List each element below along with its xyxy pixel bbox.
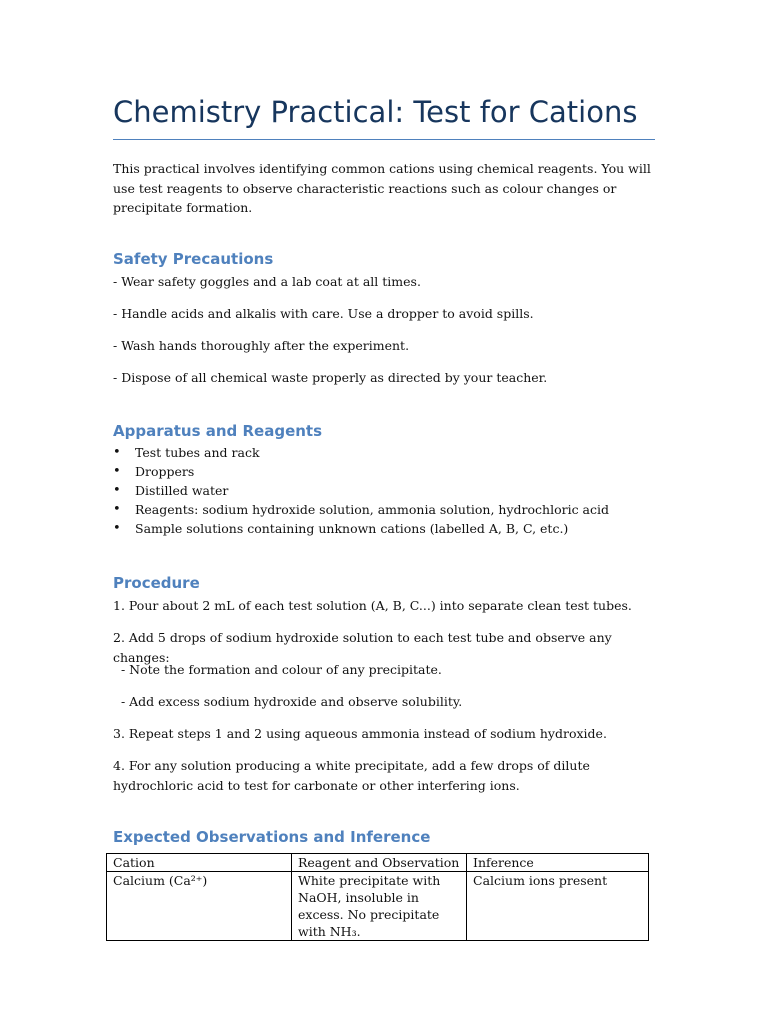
- list-item: [113, 443, 609, 462]
- column-header: Cation: [107, 854, 292, 872]
- observations-heading: Expected Observations and Inference: [113, 828, 431, 846]
- observation-cell: White precipitate with NaOH, insoluble in excess. No precipitate with NH₃.: [292, 872, 467, 941]
- list-item: [113, 481, 609, 500]
- list-item-text: Test tubes and rack: [135, 445, 260, 460]
- bullet-icon: •: [113, 464, 121, 479]
- table-row: [107, 872, 649, 941]
- list-item: [113, 500, 609, 519]
- list-item-text: Droppers: [135, 464, 195, 479]
- procedure-step: 1. Pour about 2 mL of each test solution (A, B, C...) into separate clean test tubes.: [113, 598, 632, 613]
- list-item-text: Distilled water: [135, 483, 229, 498]
- apparatus-list: [113, 443, 609, 538]
- safety-item: - Wear safety goggles and a lab coat at all times.: [113, 274, 421, 289]
- list-item-text: Reagents: sodium hydroxide solution, ammonia solution, hydrochloric acid: [135, 502, 609, 517]
- table-header-row: [107, 854, 649, 872]
- list-item-text: Sample solutions containing unknown cations (labelled A, B, C, etc.): [135, 521, 569, 536]
- procedure-step: 2. Add 5 drops of sodium hydroxide solution to each test tube and observe any changes:: [113, 630, 612, 665]
- procedure-step: 4. For any solution producing a white precipitate, add a few drops of dilute hydrochloric acid to test for carbonate or other interfering ions.: [113, 758, 590, 793]
- intro-paragraph: This practical involves identifying common cations using chemical reagents. You will use test reagents to observe characteristic reactions such as colour changes or precipitate formation.: [113, 161, 651, 215]
- safety-heading: Safety Precautions: [113, 250, 274, 268]
- procedure-heading: Procedure: [113, 574, 200, 592]
- bullet-icon: •: [113, 445, 121, 460]
- safety-item: - Dispose of all chemical waste properly as directed by your teacher.: [113, 370, 548, 385]
- bullet-icon: •: [113, 483, 121, 498]
- page-title: Chemistry Practical: Test for Cations: [113, 95, 638, 129]
- column-header: Reagent and Observation: [292, 854, 467, 872]
- list-item: [113, 462, 609, 481]
- procedure-step: - Note the formation and colour of any precipitate.: [113, 662, 442, 677]
- observations-table: [106, 853, 649, 941]
- procedure-step: 3. Repeat steps 1 and 2 using aqueous ammonia instead of sodium hydroxide.: [113, 726, 607, 741]
- procedure-step: - Add excess sodium hydroxide and observe solubility.: [113, 694, 463, 709]
- inference-cell: Calcium ions present: [467, 872, 649, 941]
- title-underline: [113, 139, 655, 140]
- column-header: Inference: [467, 854, 649, 872]
- bullet-icon: •: [113, 502, 121, 517]
- cation-cell: Calcium (Ca²⁺): [107, 872, 292, 941]
- apparatus-heading: Apparatus and Reagents: [113, 422, 323, 440]
- list-item: [113, 519, 609, 538]
- bullet-icon: •: [113, 521, 121, 536]
- safety-item: - Handle acids and alkalis with care. Use a dropper to avoid spills.: [113, 306, 534, 321]
- safety-item: - Wash hands thoroughly after the experiment.: [113, 338, 410, 353]
